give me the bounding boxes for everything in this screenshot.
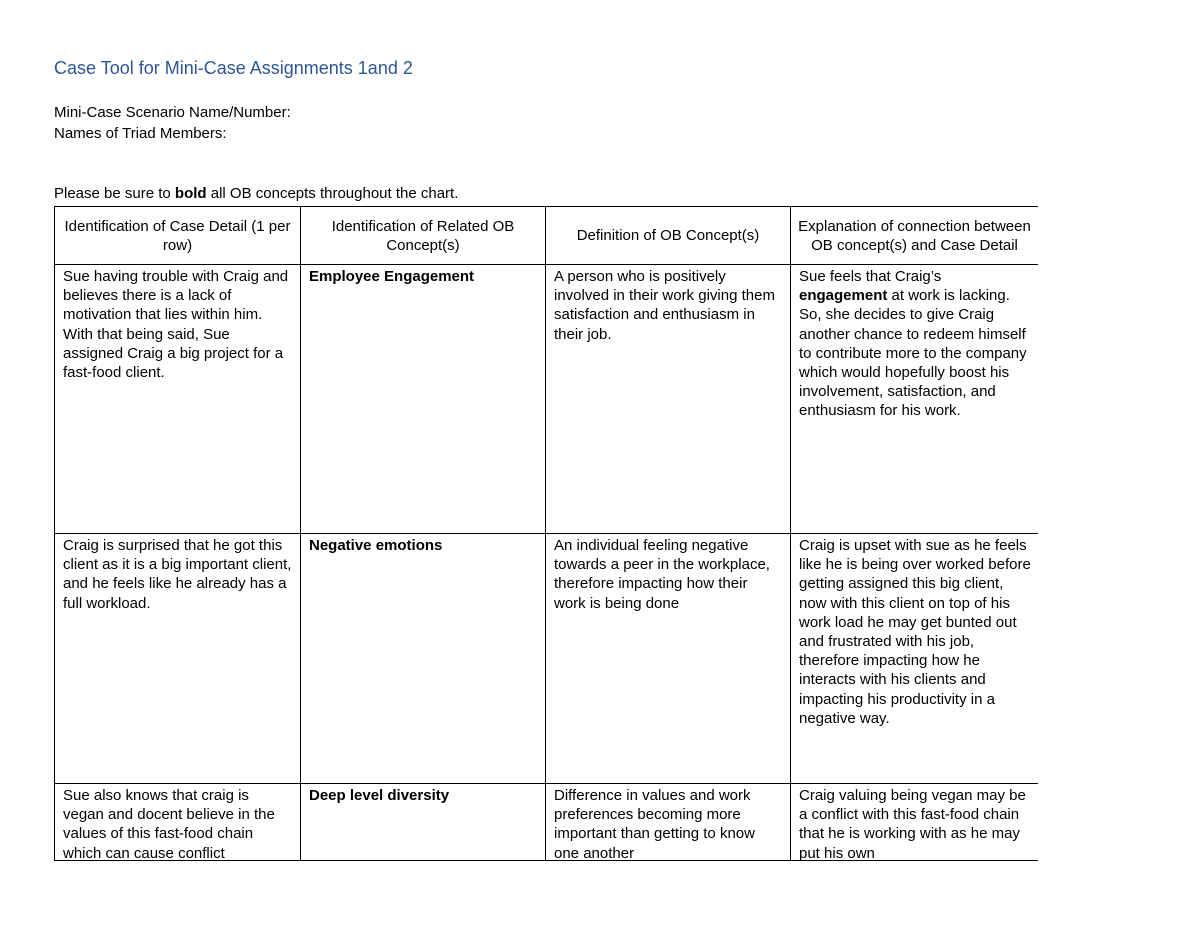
definition-cell: A person who is positively involved in their work giving them satisfaction and enthusiasm in their job. [546,265,791,534]
explanation-cell [791,265,1039,534]
case-detail-cell: Craig is surprised that he got this client as it is a big important client, and he feels like he already has a full workload. [55,534,301,784]
explanation-bold-concept: engagement [799,287,888,305]
scenario-name-label: Mini-Case Scenario Name/Number: [54,104,291,121]
explanation-cell: Craig valuing being vegan may be a conflict with this fast-food chain that he is working with as he may put his own [791,784,1039,862]
definition-cell: Difference in values and work preferences becoming more important than getting to know one another [546,784,791,862]
instruction-post: all OB concepts throughout the chart. [206,185,459,202]
ob-concept-cell [301,534,546,784]
ob-concept-text: Negative emotions [309,537,443,554]
header-case-detail: Identification of Case Detail (1 per row) [55,207,301,265]
document-title: Case Tool for Mini-Case Assignments 1and 2 [54,58,413,78]
ob-concept-text: Employee Engagement [309,268,475,285]
instruction-text [54,185,458,202]
header-definition: Definition of OB Concept(s) [546,207,791,265]
triad-members-label: Names of Triad Members: [54,125,227,142]
instruction-bold: bold [174,185,207,202]
table-row [55,534,1039,784]
explanation-post: at work is lacking. So, she decides to give Craig another chance to redeem himself to contribute more to the company which would hopefully boost his involvement, satisfaction, and enthusiasm for his work. [799,287,1027,420]
header-explanation: Explanation of connection between OB concept(s) and Case Detail [791,207,1039,265]
table-row [55,265,1039,534]
ob-concept-cell [301,784,546,862]
table-row [55,784,1039,862]
explanation-pre: Sue feels that Craig’s [799,268,942,285]
case-table-frame [54,206,1038,861]
instruction-pre: Please be sure to [54,185,175,202]
case-detail-cell: Sue also knows that craig is vegan and docent believe in the values of this fast-food chain which can cause conflict [55,784,301,862]
header-ob-concept: Identification of Related OB Concept(s) [301,207,546,265]
explanation-cell: Craig is upset with sue as he feels like he is being over worked before getting assigned this big client, now with this client on top of his work load he may get bunted out and frustrated with his job, therefore impacting how he interacts with his clients and impacting his productivity in a negative way. [791,534,1039,784]
case-detail-cell: Sue having trouble with Craig and believes there is a lack of motivation that lies within him. With that being said, Sue assigned Craig a big project for a fast-food client. [55,265,301,534]
case-table [54,206,1038,861]
table-header-row [55,207,1039,265]
ob-concept-text: Deep level diversity [309,787,450,804]
ob-concept-cell [301,265,546,534]
definition-cell: An individual feeling negative towards a peer in the workplace, therefore impacting how their work is being done [546,534,791,784]
